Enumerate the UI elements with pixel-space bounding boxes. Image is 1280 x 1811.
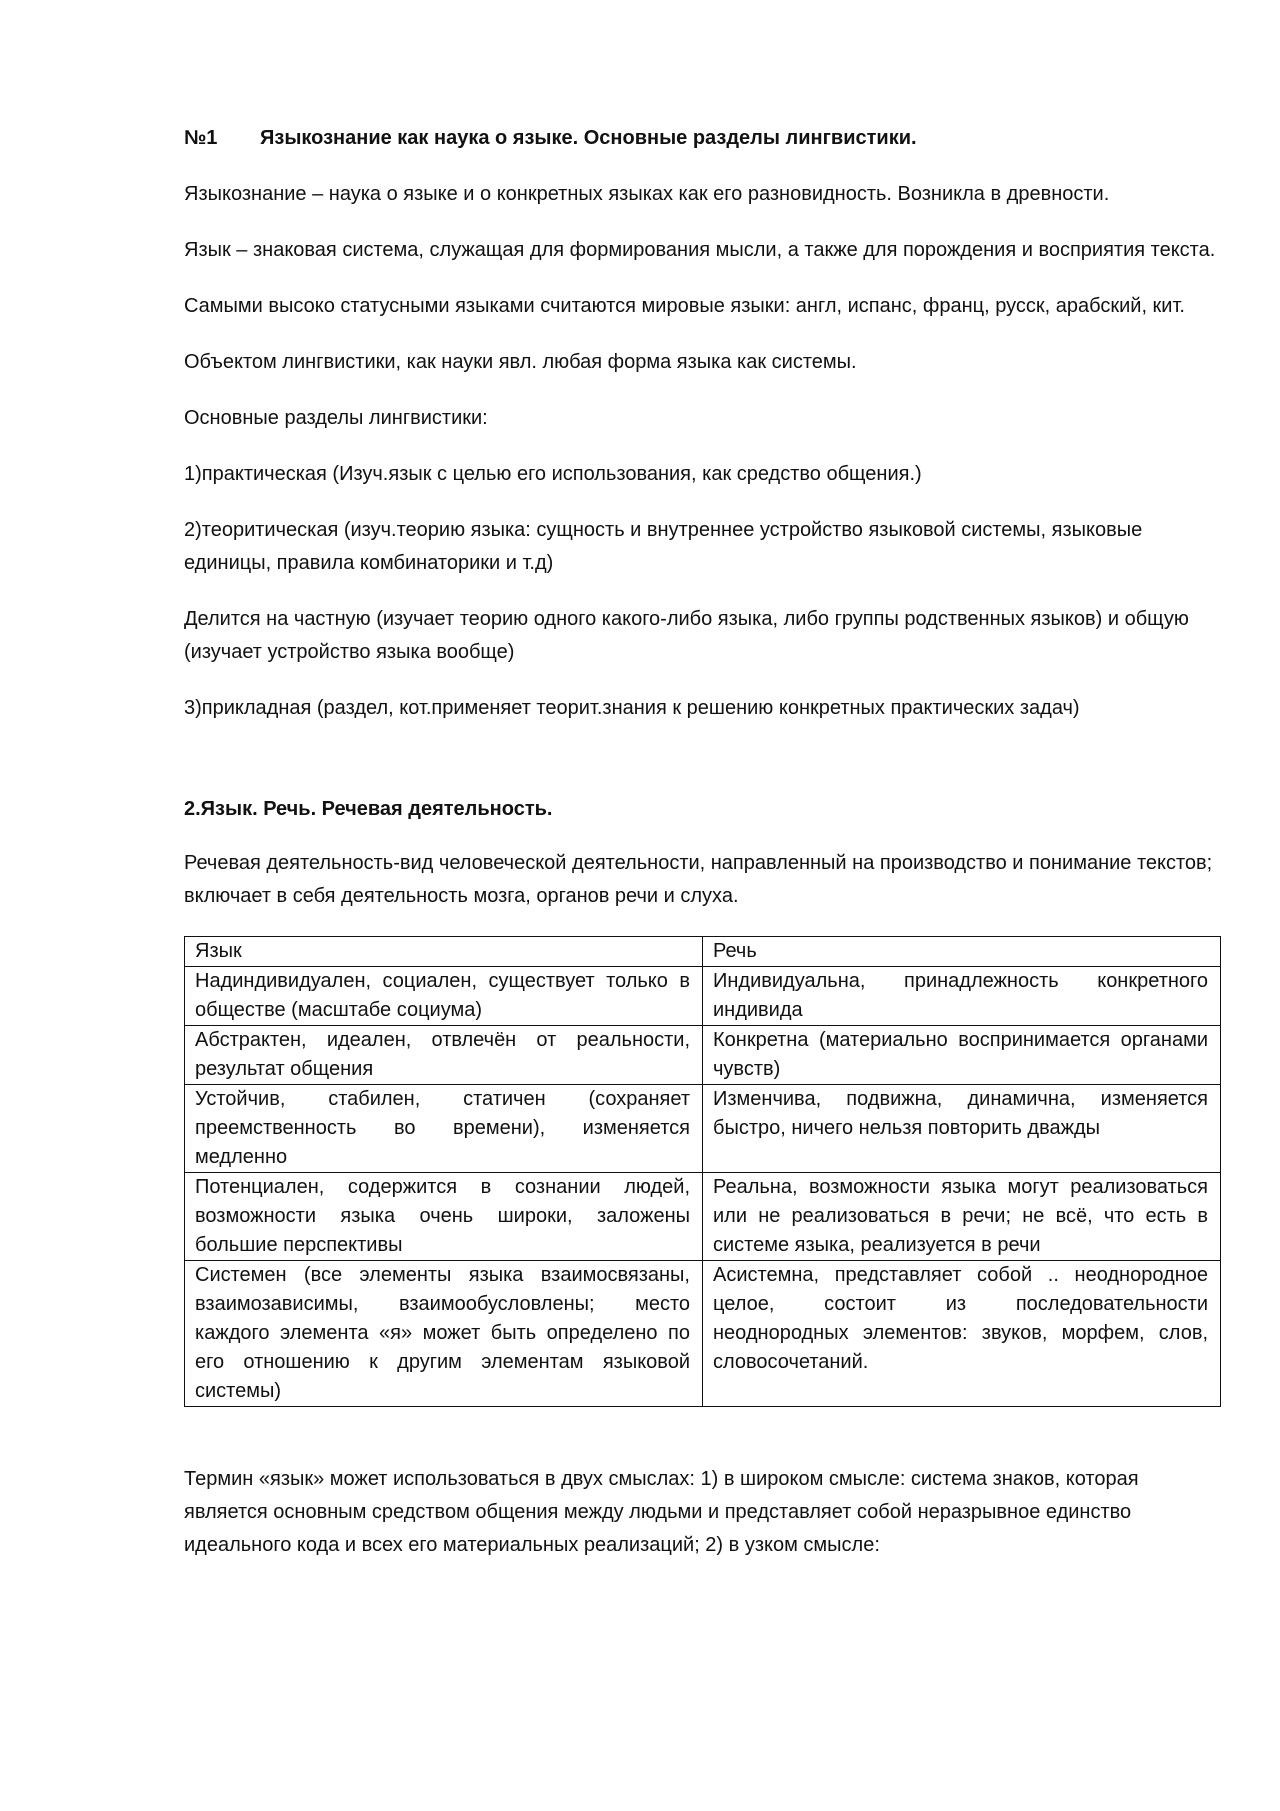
table-cell: Реальна, возможности языка могут реализоваться или не реализоваться в речи; не всё, что есть в системе языка, реализуется в речи bbox=[703, 1173, 1221, 1261]
section-1-number: №1 bbox=[184, 127, 218, 149]
table-row bbox=[185, 1085, 1221, 1173]
section-spacer bbox=[184, 748, 1220, 795]
table-header-language: Язык bbox=[185, 937, 703, 967]
table-cell: Асистемна, представляет собой .. неоднородное целое, состоит из последовательности неоднородных элементов: звуков, морфем, слов, словосочетаний. bbox=[703, 1261, 1221, 1407]
table-row bbox=[185, 1026, 1221, 1085]
paragraph: 3)прикладная (раздел, кот.применяет теорит.знания к решению конкретных практических задач) bbox=[184, 697, 1080, 719]
table-cell: Потенциален, содержится в сознании людей, возможности языка очень широки, заложены большие перспективы bbox=[185, 1173, 703, 1261]
paragraph: 1)практическая (Изуч.язык с целью его использования, как средство общения.) bbox=[184, 463, 922, 485]
table-row bbox=[185, 1173, 1221, 1261]
document-content bbox=[184, 124, 1220, 1585]
paragraph: 2)теоритическая (изуч.теорию языка: сущность и внутреннее устройство языковой системы, языковые единицы, правила комбинаторики и т.д) bbox=[184, 519, 1143, 574]
section-2-title: 2.Язык. Речь. Речевая деятельность. bbox=[184, 798, 553, 820]
paragraph: Основные разделы лингвистики: bbox=[184, 407, 488, 429]
table-cell: Системен (все элементы языка взаимосвязаны, взаимозависимы, взаимообусловлены; место каждого элемента «я» может быть определено по его отношению к другим элементам языковой системы) bbox=[185, 1261, 703, 1407]
table-cell: Устойчив, стабилен, статичен (сохраняет преемственность во времени), изменяется медленно bbox=[185, 1085, 703, 1173]
table-cell: Изменчива, подвижна, динамична, изменяется быстро, ничего нельзя повторить дважды bbox=[703, 1085, 1221, 1173]
table-header-row bbox=[185, 937, 1221, 967]
table-cell: Надиндивидуален, социален, существует только в обществе (масштабе социума) bbox=[185, 967, 703, 1026]
table-row bbox=[185, 967, 1221, 1026]
closing-paragraph: Термин «язык» может использоваться в двух смыслах: 1) в широком смысле: система знаков, которая является основным средством общения между людьми и представляет собой неразрывное единство идеального кода и всех его материальных реализаций; 2) в узком смысле: bbox=[184, 1468, 1139, 1556]
paragraph: Делится на частную (изучает теорию одного какого-либо языка, либо группы родственных языков) и общую (изучает устройство языка вообще) bbox=[184, 608, 1189, 663]
paragraph: Самыми высоко статусными языками считаются мировые языки: англ, испанс, франц, русск, арабский, кит. bbox=[184, 295, 1185, 317]
paragraph: Язык – знаковая система, служащая для формирования мысли, а также для порождения и восприятия текста. bbox=[184, 239, 1216, 261]
section-1-title: Языкознание как наука о языке. Основные разделы лингвистики. bbox=[260, 127, 917, 149]
paragraph: Языкознание – наука о языке и о конкретных языках как его разновидность. Возникла в древности. bbox=[184, 183, 1110, 205]
table-cell: Индивидуальна, принадлежность конкретного индивида bbox=[703, 967, 1221, 1026]
language-speech-table bbox=[184, 936, 1221, 1407]
table-cell: Абстрактен, идеален, отвлечён от реальности, результат общения bbox=[185, 1026, 703, 1085]
paragraph: Объектом лингвистики, как науки явл. любая форма языка как системы. bbox=[184, 351, 857, 373]
table-row bbox=[185, 1261, 1221, 1407]
section-1-heading bbox=[184, 124, 1220, 152]
table-header-speech: Речь bbox=[703, 937, 1221, 967]
section-2-intro: Речевая деятельность-вид человеческой деятельности, направленный на производство и понимание текстов; включает в себя деятельность мозга, органов речи и слуха. bbox=[184, 852, 1213, 907]
table-cell: Конкретна (материально воспринимается органами чувств) bbox=[703, 1026, 1221, 1085]
